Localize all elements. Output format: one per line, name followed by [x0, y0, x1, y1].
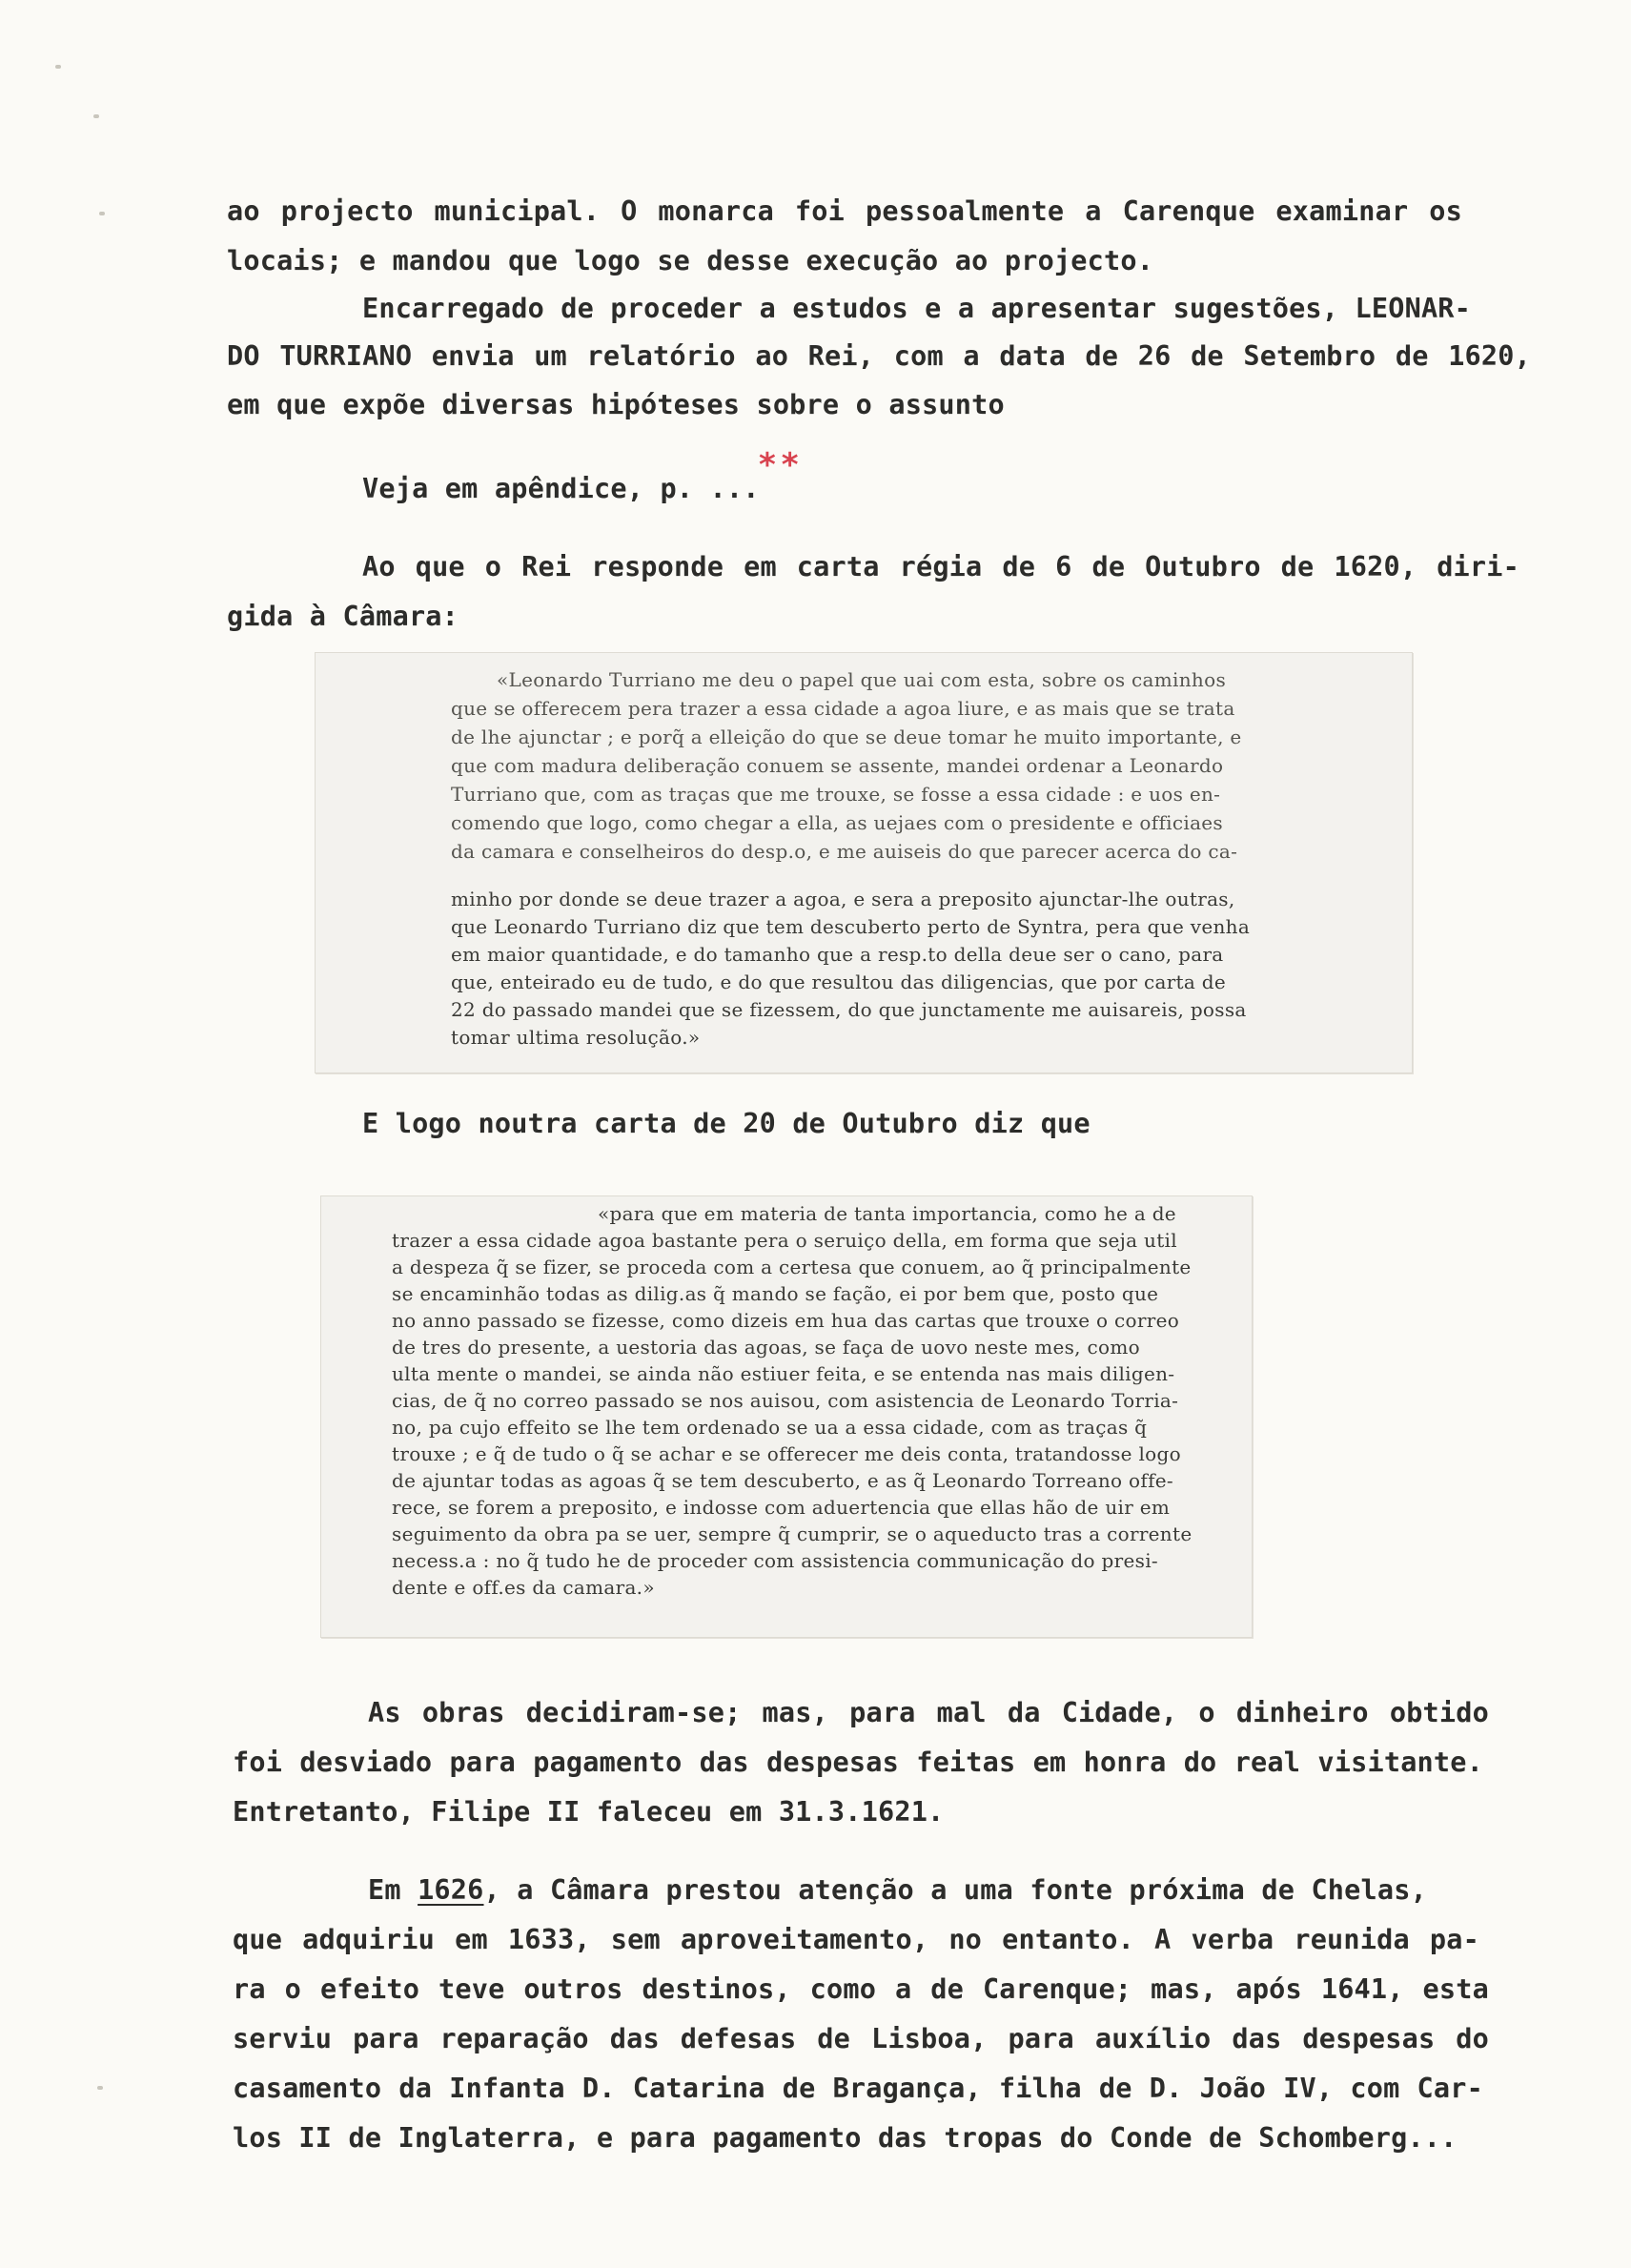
- intro-line-3: Encarregado de proceder a estudos e a apresentar sugestões, LEONAR-: [362, 293, 1472, 324]
- quote2-line: trazer a essa cidade agoa bastante pera o seruiço della, em forma que seja util: [392, 1229, 1177, 1252]
- quote1-line: em maior quantidade, e do tamanho que a resp.to della deue ser o cano, para: [451, 943, 1224, 966]
- intro-line-1: ao projecto municipal. O monarca foi pessoalmente a Carenque examinar os: [227, 195, 1462, 227]
- page-mark: [97, 2086, 103, 2090]
- quote2-line: no anno passado se fizesse, como dizeis em hua das cartas que trouxe o correo: [392, 1309, 1180, 1332]
- quote1-line: de lhe ajunctar ; e porq̃ a elleição do que se deue tomar he muito importante, e: [451, 725, 1242, 748]
- quote2-line: no, pa cujo effeito se lhe tem ordenado se ua a essa cidade, com as traças q̃: [392, 1416, 1148, 1439]
- quote1-line: da camara e conselheiros do desp.o, e me auiseis do que parecer acerca do ca-: [451, 840, 1238, 863]
- quote2-line: «para que em materia de tanta importancia, como he a de: [598, 1202, 1176, 1225]
- quote2-line: ulta mente o mandei, se ainda não estiuer feita, e se entenda nas mais diligen-: [392, 1362, 1175, 1385]
- final-line-1-post: , a Câmara prestou atenção a uma fonte próxima de Chelas,: [483, 1874, 1427, 1906]
- quote2-line: de tres do presente, a uestoria das agoas, se faça de uovo neste mes, como: [392, 1336, 1140, 1359]
- quote2-line: de ajuntar todas as agoas q̃ se tem descuberto, e as q̃ Leonardo Torreano offe-: [392, 1469, 1173, 1492]
- intro-line-5: em que expõe diversas hipóteses sobre o assunto: [227, 389, 1005, 420]
- quote1-line: Turriano que, com as traças que me trouxe, se fosse a essa cidade : e uos en-: [451, 783, 1221, 806]
- intro-line-4: DO TURRIANO envia um relatório ao Rei, com a data de 26 de Setembro de 1620,: [227, 340, 1531, 372]
- reply-line-1: Ao que o Rei responde em carta régia de 6 de Outubro de 1620, diri-: [362, 551, 1519, 582]
- quote2-line: se encaminhão todas as dilig.as q̃ mando se fação, ei por bem que, posto que: [392, 1282, 1159, 1305]
- final-line-2: que adquiriu em 1633, sem aproveitamento, no entanto. A verba reunida pa-: [233, 1924, 1479, 1955]
- bridge-line: E logo noutra carta de 20 de Outubro diz que: [362, 1108, 1091, 1139]
- quote2-line: trouxe ; e q̃ de tudo o q̃ se achar e se offerecer me deis conta, tratandosse logo: [392, 1442, 1181, 1465]
- works-line-2: foi desviado para pagamento das despesas feitas em honra do real visitante.: [233, 1747, 1483, 1778]
- quote2-line: dente e off.es da camara.»: [392, 1576, 655, 1599]
- quote1-line: 22 do passado mandei que se fizessem, do que junctamente me auisareis, possa: [451, 998, 1247, 1021]
- appendix-note: Veja em apêndice, p. ...: [362, 473, 760, 504]
- reply-line-2: gida à Câmara:: [227, 601, 459, 632]
- intro-line-2: locais; e mandou que logo se desse execução ao projecto.: [227, 245, 1154, 276]
- quote1-line: minho por donde se deue trazer a agoa, e sera a preposito ajunctar-lhe outras,: [451, 888, 1235, 910]
- final-line-4: serviu para reparação das defesas de Lisboa, para auxílio das despesas do: [233, 2023, 1489, 2054]
- quote2-line: necess.a : no q̃ tudo he de proceder com assistencia communicação do presi-: [392, 1549, 1158, 1572]
- final-line-1-pre: Em: [368, 1874, 418, 1906]
- quote1-line: «Leonardo Turriano me deu o papel que uai com esta, sobre os caminhos: [497, 668, 1227, 691]
- quote1-line: que se offerecem pera trazer a essa cidade a agoa liure, e as mais que se trata: [451, 697, 1235, 720]
- quote1-line: que com madura deliberação conuem se assente, mandei ordenar a Leonardo: [451, 754, 1224, 777]
- quote2-line: seguimento da obra pa se uer, sempre q̃ cumprir, se o aqueducto tras a corrente: [392, 1522, 1193, 1545]
- works-line-1: As obras decidiram-se; mas, para mal da Cidade, o dinheiro obtido: [368, 1697, 1489, 1728]
- final-line-6: los II de Inglaterra, e para pagamento das tropas do Conde de Schomberg...: [233, 2122, 1458, 2154]
- quote1-line: comendo que logo, como chegar a ella, as uejaes com o presidente e officiaes: [451, 811, 1223, 834]
- underlined-year: 1626: [418, 1874, 484, 1906]
- quote1-line: que Leonardo Turriano diz que tem descuberto perto de Syntra, pera que venha: [451, 915, 1251, 938]
- quote2-line: rece, se forem a preposito, e indosse com aduertencia que ellas hão de uir em: [392, 1496, 1171, 1519]
- works-line-3: Entretanto, Filipe II faleceu em 31.3.1621.: [233, 1796, 945, 1828]
- red-asterisk-marks: **: [759, 446, 805, 484]
- quote2-line: a despeza q̃ se fizer, se proceda com a certesa que conuem, ao q̃ principalmente: [392, 1256, 1192, 1278]
- page-mark: [55, 65, 61, 69]
- page-mark: [99, 212, 105, 215]
- final-line-3: ra o efeito teve outros destinos, como a de Carenque; mas, após 1641, esta: [233, 1973, 1489, 2005]
- quote-clipping-2: [320, 1195, 1253, 1638]
- quote-clipping-1: [315, 652, 1413, 1073]
- final-line-1: [368, 1874, 1427, 1906]
- quote1-line: que, enteirado eu de tudo, e do que resultou das diligencias, que por carta de: [451, 971, 1227, 993]
- quote1-line: tomar ultima resolução.»: [451, 1026, 701, 1049]
- quote2-line: cias, de q̃ no correo passado se nos auisou, com asistencia de Leonardo Torria-: [392, 1389, 1179, 1412]
- page-mark: [93, 114, 99, 118]
- final-line-5: casamento da Infanta D. Catarina de Bragança, filha de D. João IV, com Car-: [233, 2073, 1483, 2104]
